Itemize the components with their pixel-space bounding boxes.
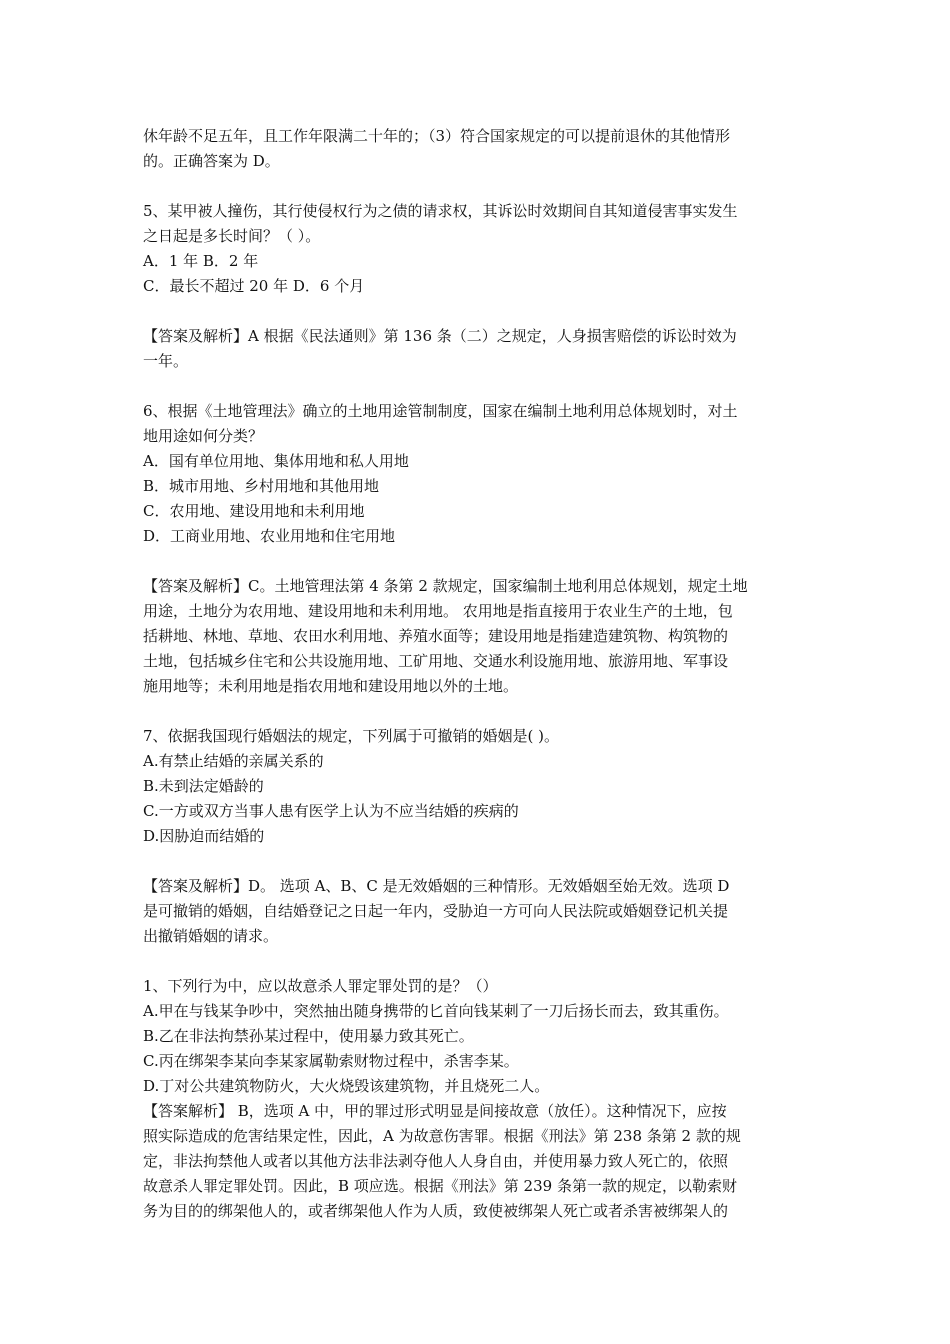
answer-line: 土地，包括城乡住宅和公共设施用地、工矿用地、交通水利设施用地、旅游用地、军事设: [143, 652, 729, 670]
answer-line: 务为目的的绑架他人的，或者绑架他人作为人质，致使被绑架人死亡或者杀害被绑架人的: [143, 1202, 729, 1220]
text-line: 的。正确答案为 D。: [143, 152, 280, 170]
question-option: A.甲在与钱某争吵中，突然抽出随身携带的匕首向钱某刺了一刀后扬长而去，致其重伤。: [143, 1002, 729, 1020]
question-6: [143, 399, 810, 549]
answer-line: 用途，土地分为农用地、建设用地和未利用地。 农用地是指直接用于农业生产的土地，包: [143, 602, 733, 620]
question-option: B.未到法定婚龄的: [143, 777, 264, 795]
question-5: [143, 199, 810, 299]
question-option: C．最长不超过 20 年 D．6 个月: [143, 277, 365, 295]
question-stem: 6、根据《土地管理法》确立的土地用途管制制度，国家在编制土地利用总体规划时，对土: [143, 402, 738, 420]
answer-7: [143, 874, 810, 949]
answer-5: [143, 324, 810, 374]
question-option: B．城市用地、乡村用地和其他用地: [143, 477, 380, 495]
question-stem: 1、下列行为中，应以故意杀人罪定罪处罚的是？（）: [143, 977, 498, 995]
question-option: B.乙在非法拘禁孙某过程中，使用暴力致其死亡。: [143, 1027, 474, 1045]
question-7: [143, 724, 810, 849]
question-option: D.丁对公共建筑物防火，大火烧毁该建筑物，并且烧死二人。: [143, 1077, 550, 1095]
question-option: D．工商业用地、农业用地和住宅用地: [143, 527, 396, 545]
question-stem: 地用途如何分类？: [143, 427, 264, 445]
answer-line: 【答案及解析】C。土地管理法第 4 条第 2 款规定，国家编制土地利用总体规划，规定土地: [143, 577, 748, 595]
answer-1: [143, 1099, 810, 1224]
answer-line: 是可撤销的婚姻，自结婚登记之日起一年内，受胁迫一方可向人民法院或婚姻登记机关提: [143, 902, 729, 920]
document-page: [143, 124, 810, 1224]
answer-6: [143, 574, 810, 699]
question-1: [143, 974, 810, 1099]
answer-line: 施用地等；未利用地是指农用地和建设用地以外的土地。: [143, 677, 519, 695]
answer-line: 定，非法拘禁他人或者以其他方法非法剥夺他人人身自由，并使用暴力致人死亡的，依照: [143, 1152, 729, 1170]
answer-line: 照实际造成的危害结果定性，因此，A 为故意伤害罪。根据《刑法》第 238 条第 2 款的规: [143, 1127, 741, 1145]
answer-line: 【答案及解析】A 根据《民法通则》第 136 条（二）之规定，人身损害赔偿的诉讼时效为: [143, 327, 737, 345]
question-stem: 之日起是多长时间？（ ）。: [143, 227, 321, 245]
answer-line: 出撤销婚姻的请求。: [143, 927, 279, 945]
answer-line: 一年。: [143, 352, 189, 370]
question-option: A.有禁止结婚的亲属关系的: [143, 752, 324, 770]
question-option: C.丙在绑架李某向李某家属勒索财物过程中，杀害李某。: [143, 1052, 519, 1070]
answer-line: 【答案及解析】D。 选项 A、B、C 是无效婚姻的三种情形。无效婚姻至始无效。选项 D: [143, 877, 730, 895]
answer-line: 括耕地、林地、草地、农田水利用地、养殖水面等；建设用地是指建造建筑物、构筑物的: [143, 627, 729, 645]
answer-line: 【答案解析】 B，选项 A 中，甲的罪过形式明显是间接故意（放任）。这种情况下，应按: [143, 1102, 727, 1120]
question-stem: 5、某甲被人撞伤，其行使侵权行为之债的请求权，其诉讼时效期间自其知道侵害事实发生: [143, 202, 738, 220]
question-option: D.因胁迫而结婚的: [143, 827, 265, 845]
text-line: 休年龄不足五年，且工作年限满二十年的；（3）符合国家规定的可以提前退休的其他情形: [143, 127, 731, 145]
answer-line: 故意杀人罪定罪处罚。因此，B 项应选。根据《刑法》第 239 条第一款的规定，以勒索财: [143, 1177, 737, 1195]
question-option: A．1 年 B．2 年: [143, 252, 259, 270]
question-option: A．国有单位用地、集体用地和私人用地: [143, 452, 409, 470]
continuation-paragraph: [143, 124, 810, 174]
question-stem: 7、依据我国现行婚姻法的规定，下列属于可撤销的婚姻是( )。: [143, 727, 560, 745]
question-option: C.一方或双方当事人患有医学上认为不应当结婚的疾病的: [143, 802, 519, 820]
question-option: C．农用地、建设用地和未利用地: [143, 502, 365, 520]
